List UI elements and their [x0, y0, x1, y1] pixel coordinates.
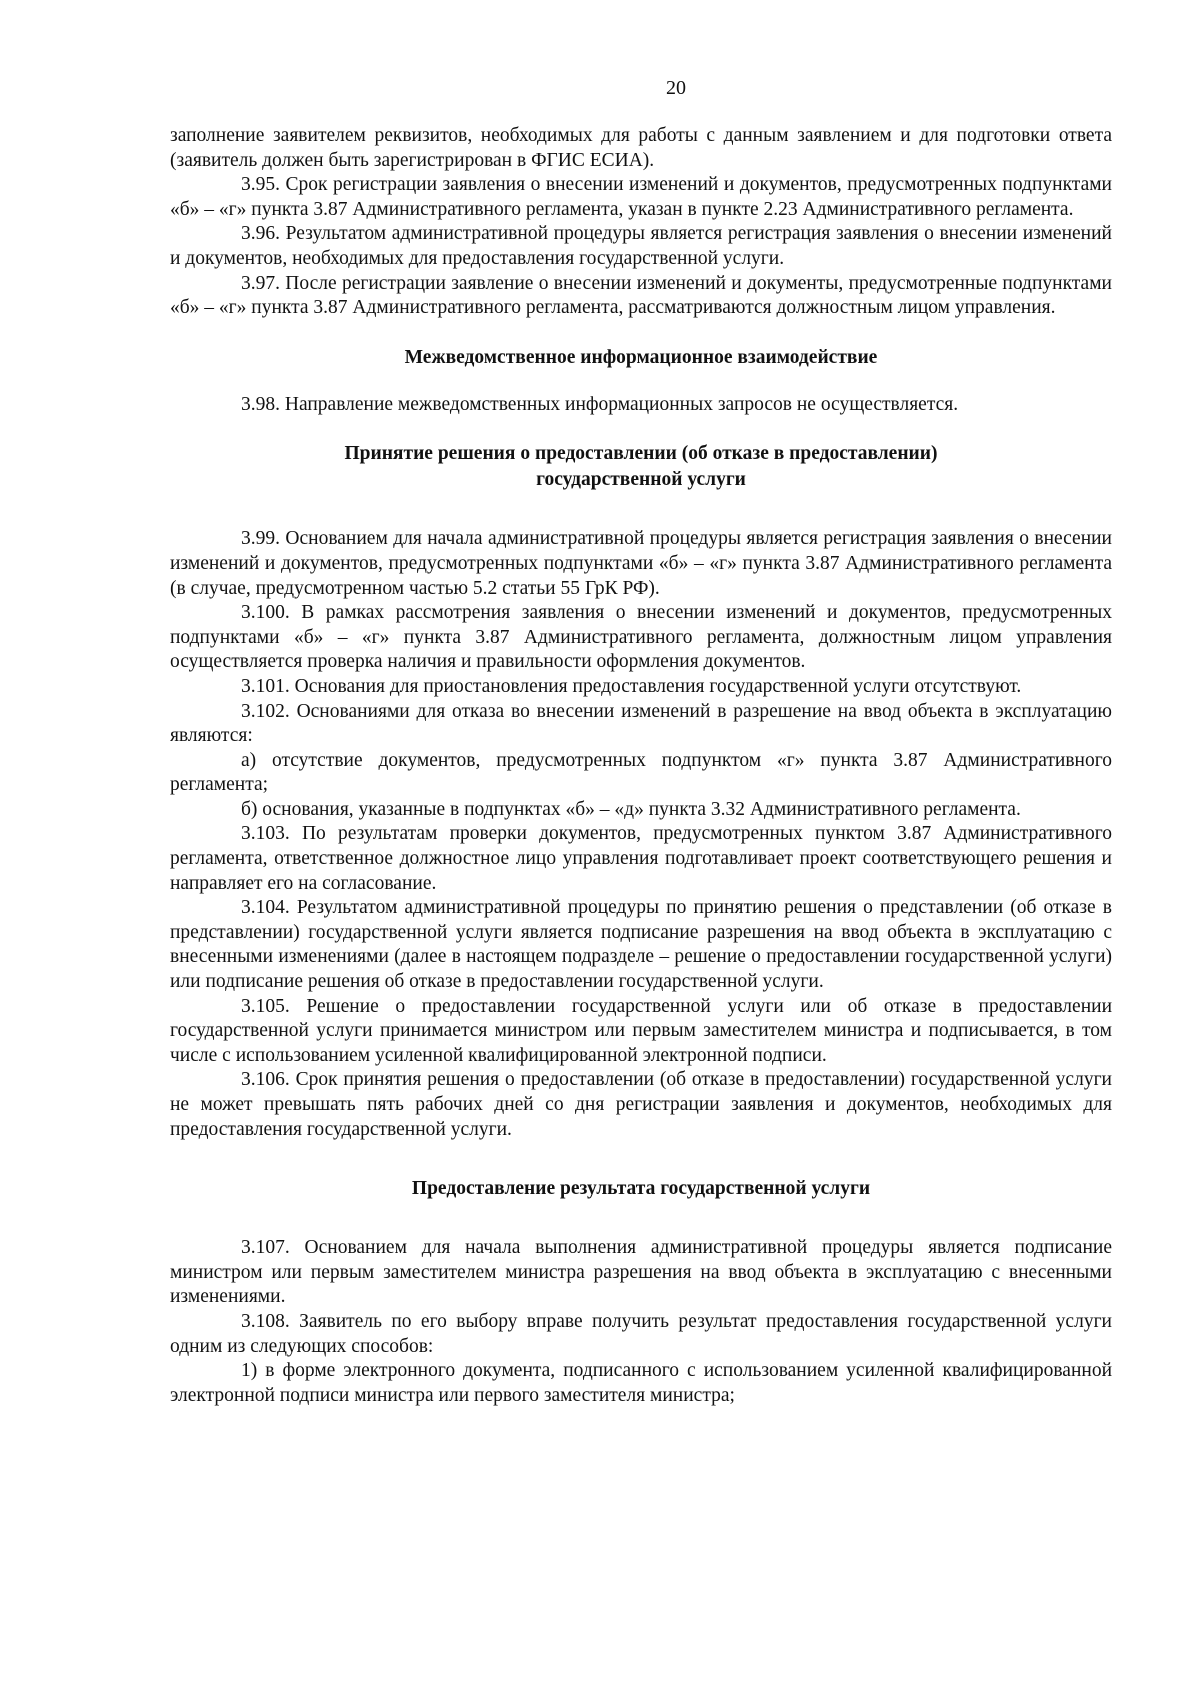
section-heading-decision	[170, 441, 1112, 493]
paragraph-3-97: 3.97. После регистрации заявление о внесении изменений и документы, предусмотренные подпунктами «б» – «г» пункта 3.87 Административного регламента, рассматриваются должностным лицом управления.	[170, 272, 1112, 319]
document-body	[170, 124, 1112, 1408]
section-heading-interagency: Межведомственное информационное взаимодействие	[404, 346, 878, 368]
section-heading-result: Предоставление результата государственной услуги	[411, 1178, 871, 1200]
paragraph-3-108: 3.108. Заявитель по его выбору вправе получить результат предоставления государственной услуги одним из следующих способов:	[170, 1310, 1112, 1357]
paragraph-3-100: 3.100. В рамках рассмотрения заявления о внесении изменений и документов, предусмотренных подпунктами «б» – «г» пункта 3.87 Административного регламента, должностным лицом управления осуществляется проверка наличия и правильности оформления документов.	[170, 602, 1112, 673]
paragraph-3-104: 3.104. Результатом административной процедуры по принятию решения о представлении (об отказе в представлении) государственной услуги является подписание разрешения на ввод объекта в эксплуатацию с внесенными изменениями (далее в настоящем подразделе – решение о предоставлении государственной услуги) или подписание решения об отказе в предоставлении государственной услуги.	[170, 897, 1112, 993]
paragraph-3-99: 3.99. Основанием для начала административной процедуры является регистрация заявления о внесении изменений и документов, предусмотренных подпунктами «б» – «г» пункта 3.87 Административного регламента (в случае, предусмотренном частью 5.2 статьи 55 ГрК РФ).	[170, 528, 1112, 599]
paragraph-3-98: 3.98. Направление межведомственных информационных запросов не осуществляется.	[241, 393, 959, 415]
paragraph-3-108-1: 1) в форме электронного документа, подписанного с использованием усиленной квалифицированной электронной подписи министра или первого заместителя министра;	[170, 1360, 1112, 1406]
paragraph-3-106: 3.106. Срок принятия решения о предоставлении (об отказе в предоставлении) государственной услуги не может превышать пять рабочих дней со дня регистрации заявления и документов, необходимых для предоставления государственной услуги.	[170, 1069, 1112, 1140]
paragraph-3-95: 3.95. Срок регистрации заявления о внесении изменений и документов, предусмотренных подпунктами «б» – «г» пункта 3.87 Административного регламента, указан в пункте 2.23 Административного регламента.	[170, 174, 1112, 220]
page-number: 20	[666, 77, 686, 99]
paragraph-3-102-b: б) основания, указанные в подпунктах «б» – «д» пункта 3.32 Административного регламента.	[241, 798, 1021, 820]
paragraph-3-101: 3.101. Основания для приостановления предоставления государственной услуги отсутствуют.	[241, 675, 1022, 697]
paragraph-continuation: заполнение заявителем реквизитов, необходимых для работы с данным заявлением и для подготовки ответа (заявитель должен быть зарегистрирован в ФГИС ЕСИА).	[170, 125, 1112, 171]
section-heading-decision-line1: Принятие решения о предоставлении (об отказе в предоставлении)	[344, 443, 938, 465]
paragraph-3-103: 3.103. По результатам проверки документов, предусмотренных пунктом 3.87 Административного регламента, ответственное должностное лицо управления подготавливает проект соответствующего решения и направляет его на согласование.	[170, 823, 1112, 894]
paragraph-3-102-a: а) отсутствие документов, предусмотренных подпунктом «г» пункта 3.87 Административного регламента;	[170, 749, 1112, 796]
section-heading-decision-line2: государственной услуги	[536, 469, 746, 491]
paragraph-3-107: 3.107. Основанием для начала выполнения административной процедуры является подписание министром или первым заместителем министра разрешения на ввод объекта в эксплуатацию с внесенными изменениями.	[170, 1237, 1112, 1308]
paragraph-3-96: 3.96. Результатом административной процедуры является регистрация заявления о внесении изменений и документов, необходимых для предоставления государственной услуги.	[170, 223, 1112, 269]
paragraph-3-105: 3.105. Решение о предоставлении государственной услуги или об отказе в предоставлении государственной услуги принимается министром или первым заместителем министра и подписывается, в том числе с использованием усиленной квалифицированной электронной подписи.	[170, 995, 1112, 1066]
paragraph-3-102: 3.102. Основаниями для отказа во внесении изменений в разрешение на ввод объекта в эксплуатацию являются:	[170, 700, 1112, 747]
